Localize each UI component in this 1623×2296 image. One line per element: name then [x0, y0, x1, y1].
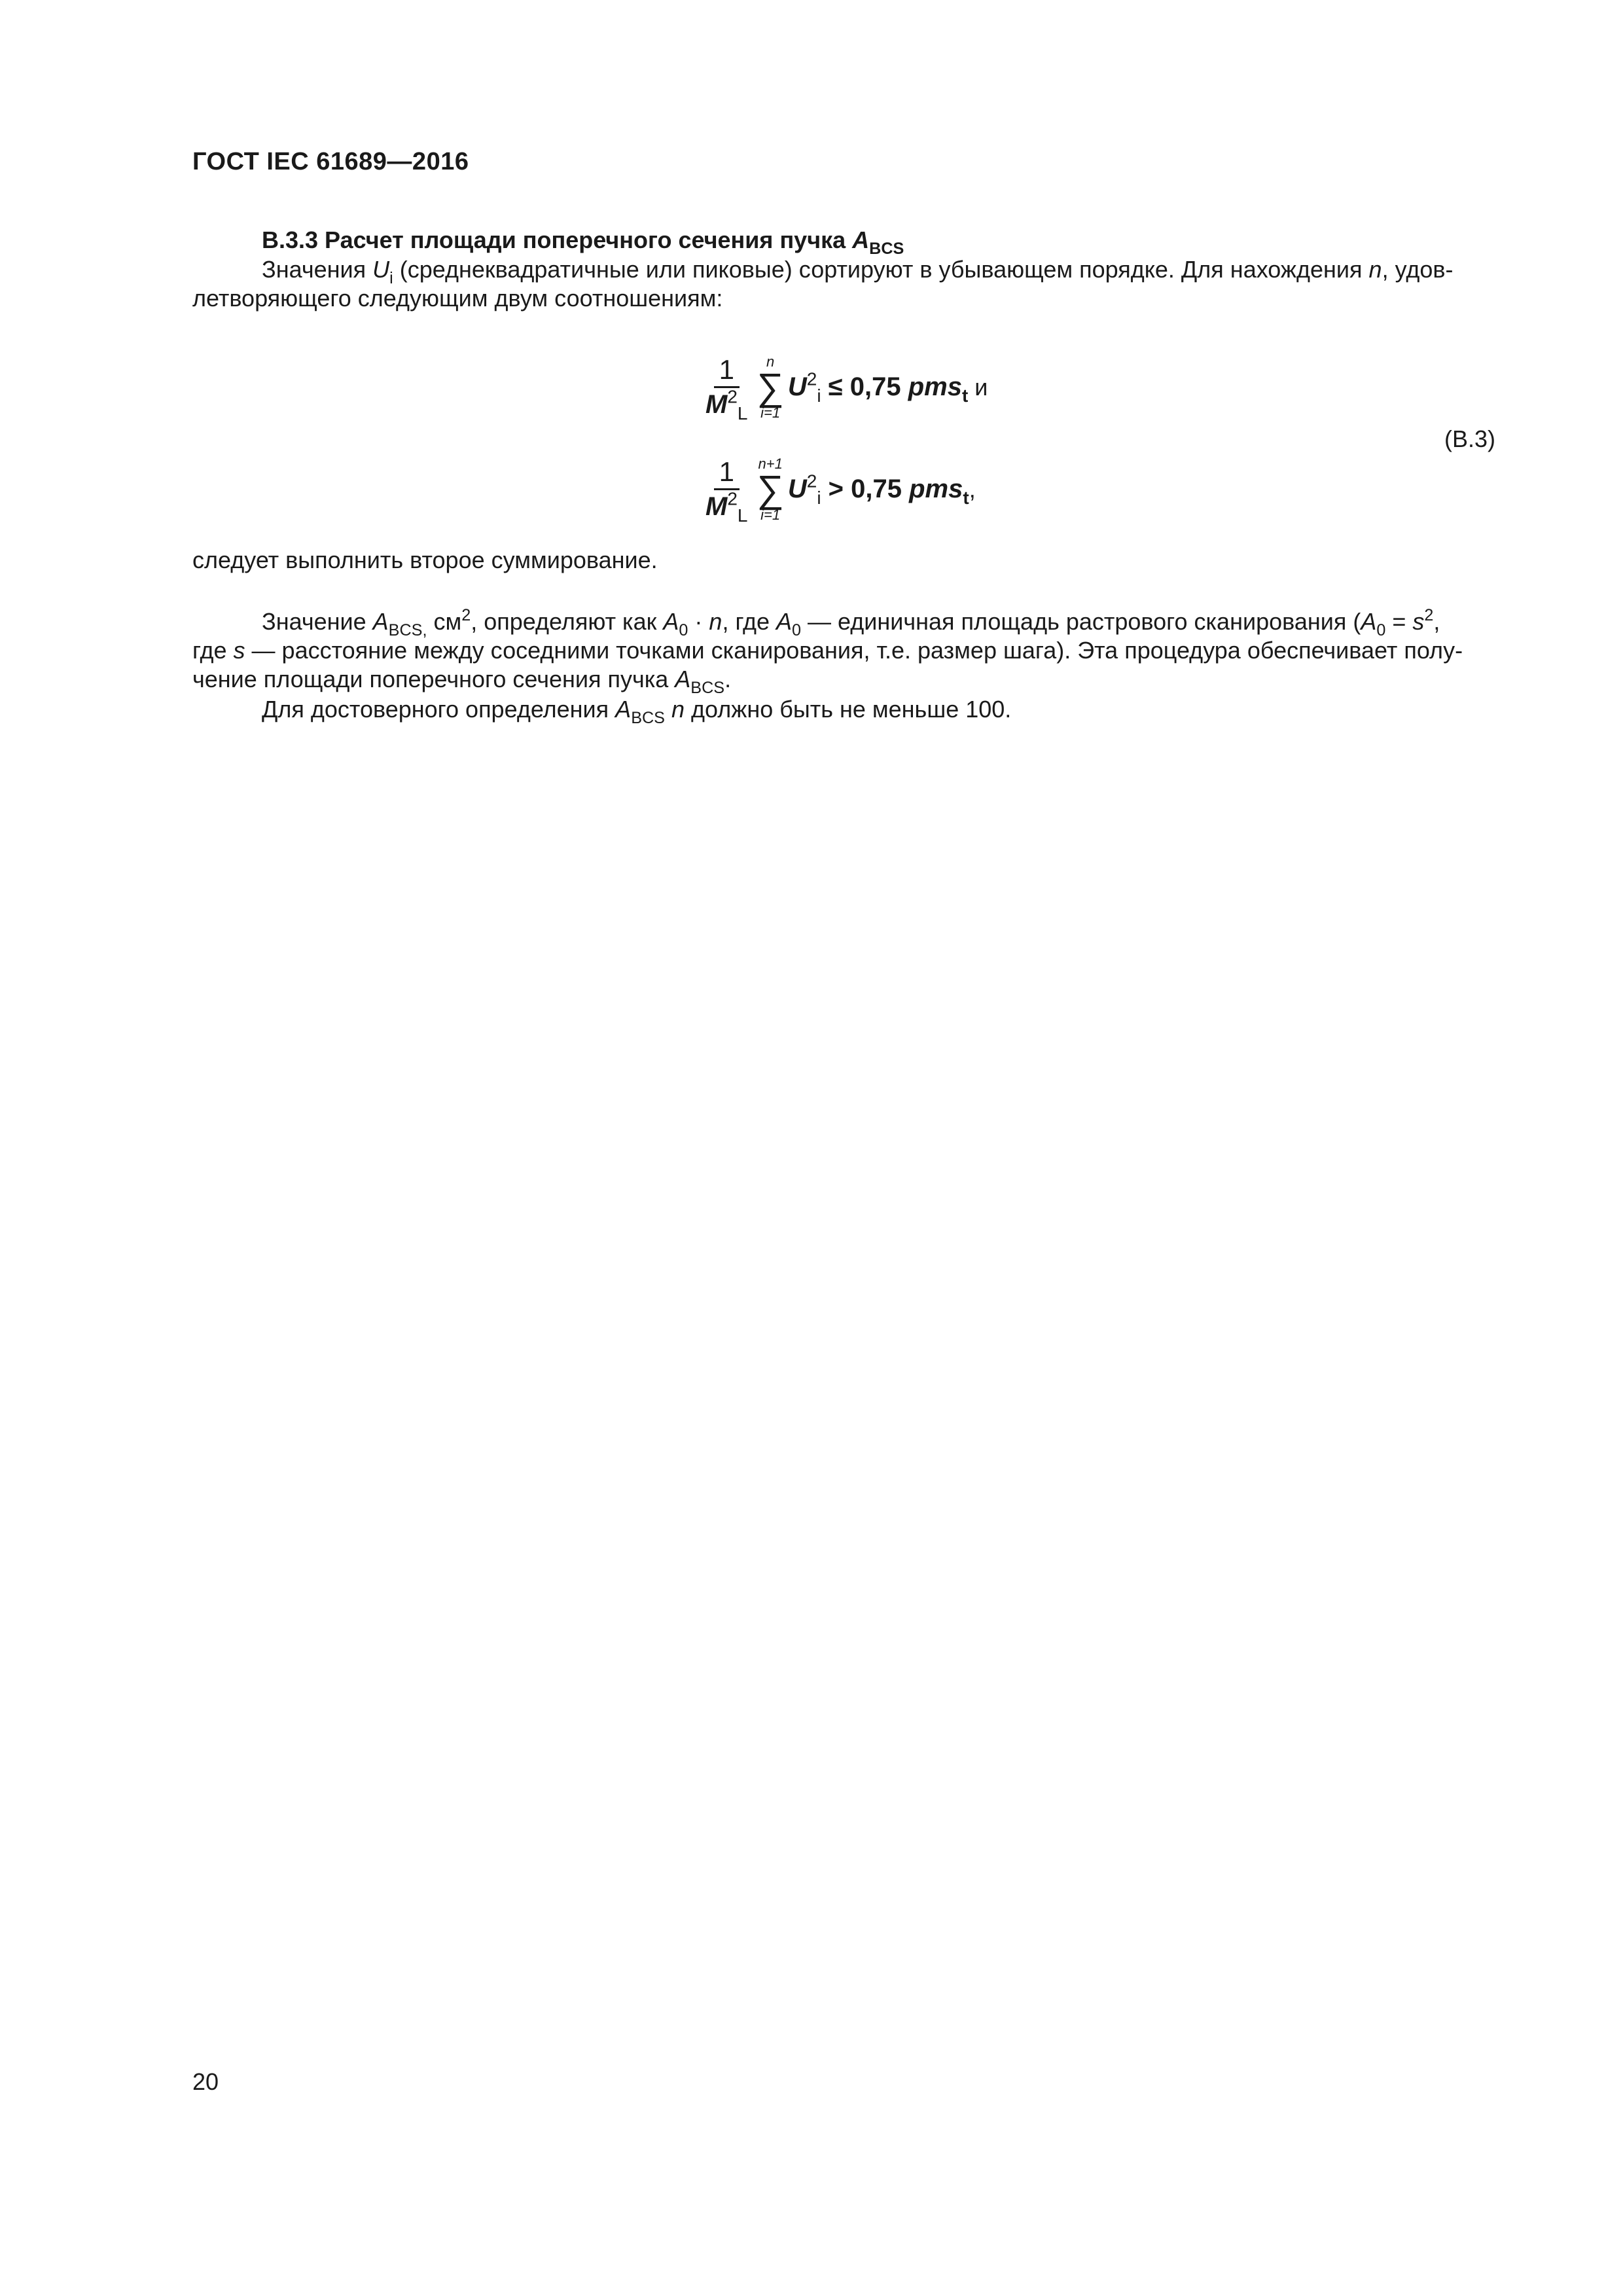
- symbol-A: A: [615, 696, 632, 723]
- symbol-U: U: [787, 372, 807, 401]
- summation-lower-limit: i=1: [760, 404, 781, 421]
- summation-upper-limit: n: [766, 353, 775, 370]
- relation: > 0,75: [821, 475, 910, 503]
- subscript: t: [963, 487, 969, 508]
- fraction-numerator: 1: [714, 456, 740, 490]
- symbol-pms: pms: [908, 372, 962, 401]
- superscript: 2: [461, 606, 471, 625]
- symbol-A: A: [675, 666, 691, 692]
- text-run: — единичная площадь растрового сканирования (: [801, 608, 1361, 635]
- symbol-n: n: [709, 608, 722, 635]
- text-run: чение площади поперечного сечения пучка: [192, 666, 675, 692]
- text-run: =: [1385, 608, 1413, 635]
- superscript: 2: [806, 471, 817, 492]
- page-number: 20: [192, 2068, 219, 2095]
- text-run: ,: [1433, 608, 1440, 635]
- after-formula-text: следует выполнить второе суммирование.: [192, 547, 658, 573]
- symbol-pms: pms: [909, 475, 963, 503]
- text-run: (среднеквадратичные или пиковые) сортируют в убывающем порядке. Для нахождения: [393, 256, 1369, 283]
- text-run: , определяют как: [471, 608, 664, 635]
- subscript: i: [817, 487, 821, 508]
- superscript: 2: [806, 368, 817, 389]
- paragraph-2-line-2: [192, 636, 1463, 665]
- symbol-A: A: [776, 608, 792, 635]
- formula-tail: и: [968, 374, 988, 401]
- symbol-A: A: [1361, 608, 1377, 635]
- symbol-n: n: [671, 696, 685, 723]
- text-run: Значения: [262, 256, 373, 283]
- paragraph-3: [262, 695, 1012, 727]
- symbol-M: M: [705, 390, 728, 419]
- subscript: 0: [792, 620, 802, 639]
- text-run: , удов-: [1382, 256, 1454, 283]
- symbol-A: A: [372, 608, 389, 635]
- subscript: 0: [1376, 620, 1386, 639]
- text-run: ·: [688, 608, 709, 635]
- superscript: 2: [727, 488, 738, 509]
- symbol-n: n: [1368, 256, 1382, 283]
- symbol-s: s: [233, 637, 245, 664]
- fraction-denominator: [705, 488, 748, 526]
- fraction-denominator: [705, 388, 747, 421]
- text-run: Значение: [262, 608, 373, 635]
- text-run: Для достоверного определения: [262, 696, 616, 723]
- section-heading: [262, 226, 904, 258]
- formula-term: [787, 471, 976, 508]
- paragraph-2-line-3: [192, 665, 732, 697]
- formula-tail: ,: [969, 476, 976, 503]
- symbol-s: s: [1412, 608, 1425, 635]
- formula-term: [787, 368, 988, 406]
- subscript: BCS,: [388, 620, 427, 639]
- summation-symbol: ∑: [757, 467, 784, 511]
- summation-upper-limit: n+1: [758, 455, 783, 472]
- text-run: должно быть не меньше 100.: [685, 696, 1012, 723]
- subscript-i: i: [389, 268, 393, 287]
- superscript: 2: [1424, 606, 1434, 625]
- formula-inequality-2: [705, 455, 976, 526]
- fraction: [705, 456, 748, 526]
- text-run: .: [724, 666, 732, 692]
- subscript: L: [737, 505, 748, 526]
- subscript: t: [961, 385, 969, 406]
- paragraph-1-line-2: летворяющего следующим двум соотношениям:: [192, 285, 723, 312]
- section-heading-subscript: BCS: [869, 239, 904, 258]
- subscript: BCS: [690, 678, 725, 697]
- text-run: см: [427, 608, 462, 635]
- equation-number: (B.3): [1444, 425, 1496, 452]
- paragraph-2-line-1: [262, 606, 1440, 639]
- summation-lower-limit: i=1: [760, 506, 781, 523]
- text-run: — расстояние между соседними точками сканирования, т.е. размер шага). Эта процедура обеспечивает полу-: [245, 637, 1463, 664]
- symbol-M: M: [705, 492, 728, 521]
- fraction: [705, 353, 747, 421]
- symbol-A: A: [663, 608, 679, 635]
- subscript: 0: [679, 620, 688, 639]
- superscript: 2: [727, 386, 738, 407]
- symbol-U: U: [787, 475, 807, 503]
- subscript: BCS: [631, 708, 665, 727]
- paragraph-1-line-1: [262, 255, 1454, 287]
- document-code-header: ГОСТ IEC 61689—2016: [192, 148, 469, 175]
- text-run: [665, 696, 671, 723]
- summation-symbol: ∑: [757, 365, 784, 408]
- symbol-U: U: [372, 256, 390, 283]
- text-run: , где: [722, 608, 776, 635]
- subscript: i: [817, 385, 821, 406]
- relation: ≤ 0,75: [821, 372, 908, 401]
- section-heading-symbol: A: [852, 226, 870, 253]
- summation-sign: [757, 456, 783, 523]
- summation-sign: [757, 354, 783, 421]
- section-heading-text: B.3.3 Расчет площади поперечного сечения пучка: [262, 226, 846, 253]
- fraction-numerator: 1: [714, 353, 740, 388]
- text-run: где: [192, 637, 234, 664]
- subscript: L: [737, 403, 748, 423]
- formula-inequality-1: [705, 353, 988, 421]
